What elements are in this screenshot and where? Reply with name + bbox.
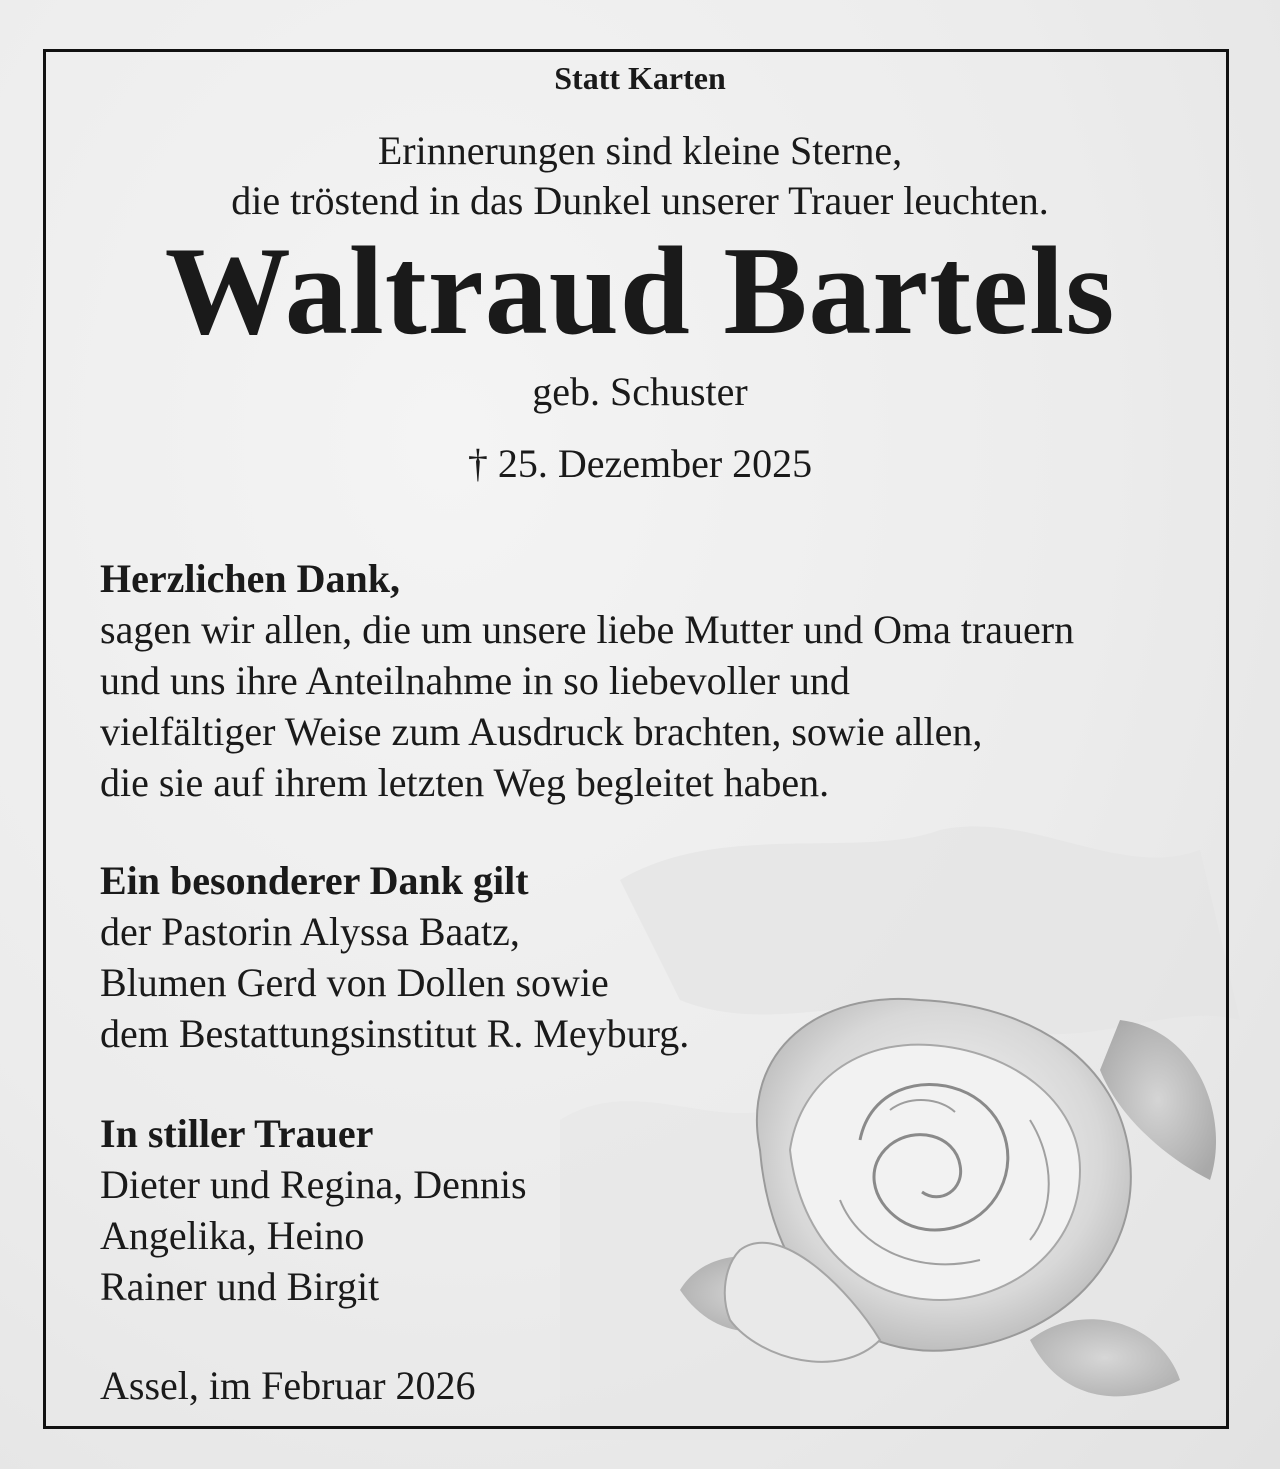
special-thanks-line-2: Blumen Gerd von Dollen sowie <box>100 960 609 1005</box>
place-date: Assel, im Februar 2026 <box>100 1363 476 1408</box>
deceased-name: Waltraud Bartels <box>164 222 1116 361</box>
quote-line-1: Erinnerungen sind kleine Sterne, <box>377 128 903 173</box>
mourner-line-2: Angelika, Heino <box>100 1213 365 1258</box>
mourners-heading: In stiller Trauer <box>100 1111 374 1156</box>
quote-line-2: die tröstend in das Dunkel unserer Trauer leuchten. <box>231 178 1049 223</box>
birth-name: geb. Schuster <box>532 369 748 414</box>
thanks-line-1: sagen wir allen, die um unsere liebe Mutter und Oma trauern <box>100 607 1075 652</box>
special-thanks-heading: Ein besonderer Dank gilt <box>100 858 529 903</box>
thanks-section <box>100 553 1074 808</box>
thanks-line-4: die sie auf ihrem letzten Weg begleitet haben. <box>100 760 830 805</box>
mourner-line-1: Dieter und Regina, Dennis <box>100 1162 527 1207</box>
thanks-line-3: vielfältiger Weise zum Ausdruck brachten, sowie allen, <box>100 709 983 754</box>
thanks-line-2: und uns ihre Anteilnahme in so liebevoller und <box>100 658 850 703</box>
special-thanks-line-3: dem Bestattungsinstitut R. Meyburg. <box>100 1011 690 1056</box>
mourner-line-3: Rainer und Birgit <box>100 1264 380 1309</box>
special-thanks-section <box>100 855 689 1059</box>
memorial-quote <box>43 126 1237 226</box>
mourners-section <box>100 1108 527 1312</box>
special-thanks-line-1: der Pastorin Alyssa Baatz, <box>100 909 520 954</box>
death-date: † 25. Dezember 2025 <box>467 441 813 486</box>
thanks-heading: Herzlichen Dank, <box>100 556 400 601</box>
statt-karten-label: Statt Karten <box>554 60 726 96</box>
